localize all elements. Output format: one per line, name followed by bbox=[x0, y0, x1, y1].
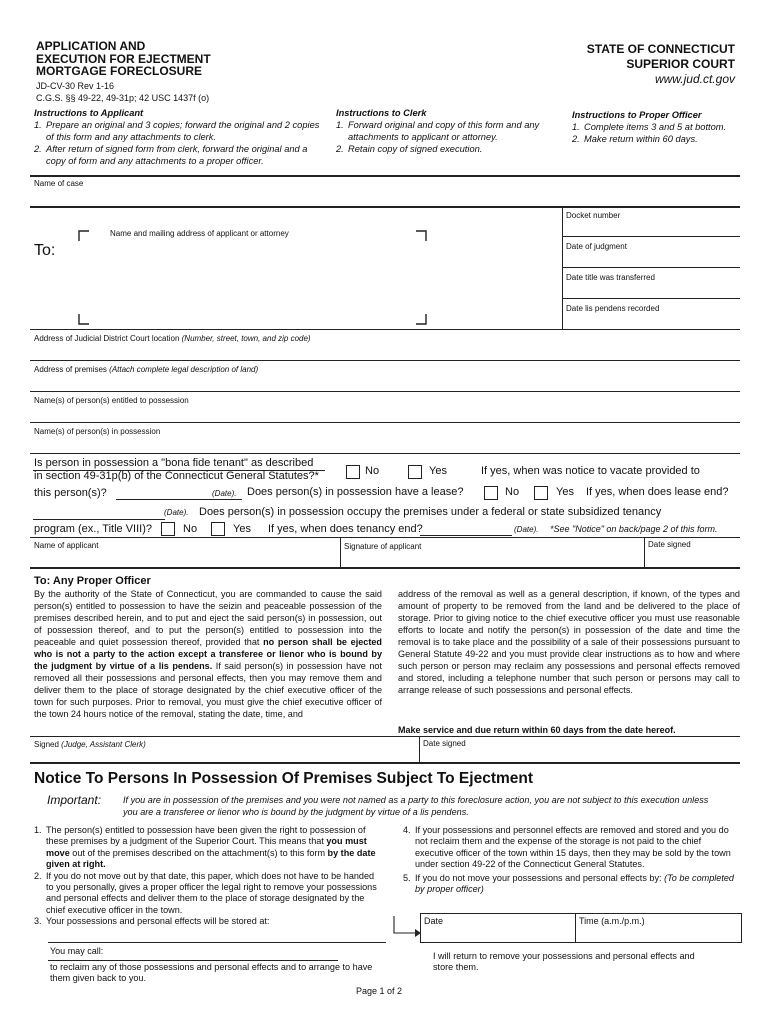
underline bbox=[33, 470, 325, 471]
tenancy-end-date-field[interactable] bbox=[420, 535, 512, 536]
court-name: SUPERIOR COURT bbox=[626, 57, 735, 71]
form-title-line: APPLICATION AND bbox=[36, 39, 146, 53]
bona-fide-yes-checkbox[interactable] bbox=[408, 465, 422, 479]
important-text: If you are in possession of the premises and you were not named as a party to this foreclosure action, you are not subject to this execution unless you are a transferee or lienor who is bound by the judgment by virtue of a lis pendens. bbox=[123, 795, 709, 817]
officer-command-text: By the authority of the State of Connecticut, you are commanded to cause the said person(s) entitled to possession to have the seizin and peaceable possession of the premises described herein, and to put and eject the said person(s) in possession, out of possession thereof, and to put the person(s) entitled to possession into the peaceable and quiet possession thereof, provided that no person shall be ejected who is not a party to the action except a transferee or lienor who is bound by the judgment by virtue of a lis pendens. If said person(s) in possession have not removed all their possessions and personal effects, then you may remove them and deliver them to the place of storage designated by the chief executive officer of the town for such purposes. Prior to removal, you must give the chief executive officer of the town 24 hours notice of the removal, stating the date, time, and bbox=[34, 589, 382, 720]
applicant-address-label: Name and mailing address of applicant or attorney bbox=[110, 229, 289, 238]
to-label: To: bbox=[34, 242, 56, 259]
list-item: 5. If you do not move your possessions and personal effects by: (To be completed by proper officer) bbox=[403, 872, 734, 895]
instructions-clerk bbox=[336, 107, 550, 155]
form-title-line: MORTGAGE FORECLOSURE bbox=[36, 64, 203, 78]
officer-date-signed-field[interactable] bbox=[421, 738, 740, 761]
instructions-officer-heading: Instructions to Proper Officer bbox=[572, 110, 702, 120]
instructions-applicant-heading: Instructions to Applicant bbox=[34, 108, 144, 118]
divider bbox=[30, 422, 740, 423]
website: www.jud.ct.gov bbox=[654, 72, 735, 86]
return-text: I will return to remove your possessions and personal effects and store them. bbox=[433, 951, 695, 973]
divider bbox=[30, 360, 740, 361]
lease-no-label: No bbox=[505, 486, 520, 498]
list-item: 2. If you do not move out by that date, this paper, which does not have to be handed to you personally, gives a proper officer the legal right to remove your possessions and personal effects and deliver them to the place of storage designated by the chief executive officer in the town. bbox=[34, 870, 377, 915]
notice-left-list bbox=[34, 825, 384, 928]
bona-fide-question: Is person in possession a "bona fide tenant" as described in section 49-31p(b) of the Connecticut General Statutes?* bbox=[34, 457, 319, 482]
list-item: 1. Forward original and copy of this form and any attachments to applicant or attorney. bbox=[336, 120, 540, 142]
divider bbox=[562, 298, 740, 299]
notice-question: If yes, when was notice to vacate provided to bbox=[481, 465, 700, 477]
officer-removal-text: address of the removal as well as a general description, if known, of the types and amount of property to be removed from the land and be delivered to the place of storage. Prior to giving notice to the chief executive officer you must use reasonable efforts to locate and notify the person(s) in possession of the date and time the removal is to take place and the possibility of a sale of their possessions pursuant to General Statute 49-22 and you must provide clear instructions as to how and where such person or person may reclaim any possessions and personal effects removed and stored, including a telephone number that such person or persons may call to arrange release of such possessions and personal effects. bbox=[398, 589, 740, 696]
judge-signature-field[interactable] bbox=[30, 738, 418, 761]
date-lis-pendens-field[interactable] bbox=[563, 300, 740, 328]
lease-end-date-field[interactable] bbox=[33, 519, 165, 520]
docket-number-label: Docket number bbox=[566, 211, 621, 220]
name-of-case-field[interactable] bbox=[30, 178, 740, 206]
date-hint: (Date). bbox=[164, 508, 189, 517]
date-title-transferred-field[interactable] bbox=[563, 269, 740, 297]
notice-right-list bbox=[403, 825, 740, 895]
divider bbox=[340, 537, 341, 567]
instructions-officer bbox=[572, 109, 752, 145]
reclaim-text: to reclaim any of those possessions and personal effects and to arrange to have them given back to you. bbox=[50, 962, 373, 984]
list-item: 1. Complete items 3 and 5 at bottom. bbox=[572, 122, 727, 132]
divider bbox=[30, 762, 740, 764]
important-label: Important: bbox=[47, 793, 102, 807]
date-hint: (Date). bbox=[212, 489, 237, 498]
list-item: 1. Prepare an original and 3 copies; forward the original and 2 copies of this form and any attachments to clerk. bbox=[34, 120, 320, 142]
in-possession-label: Name(s) of person(s) in possession bbox=[34, 427, 161, 436]
list-item: 2. Make return within 60 days. bbox=[572, 134, 698, 144]
corner-mark bbox=[415, 230, 427, 242]
list-item: 1. The person(s) entitled to possession have been given the right to possession of these premises by a judgment of the Superior Court. This means that you must move out of the premises described on the attachment(s) to this form by the date given at right. bbox=[34, 825, 376, 870]
corner-mark bbox=[78, 230, 90, 242]
entitled-to-possession-label: Name(s) of person(s) entitled to possession bbox=[34, 396, 189, 405]
instructions-clerk-heading: Instructions to Clerk bbox=[336, 108, 427, 118]
move-time-field[interactable] bbox=[577, 914, 739, 941]
page-number: Page 1 of 2 bbox=[356, 986, 403, 996]
instructions-applicant bbox=[34, 107, 324, 167]
name-of-case-label: Name of case bbox=[34, 179, 84, 188]
list-item: 3. Your possessions and personal effects will be stored at: bbox=[34, 916, 270, 927]
bona-fide-no-label: No bbox=[365, 465, 380, 477]
divider bbox=[575, 913, 576, 943]
signature-of-applicant-label: Signature of applicant bbox=[344, 542, 422, 551]
lease-yes-label: Yes bbox=[556, 486, 574, 498]
notice-date-field[interactable] bbox=[116, 499, 242, 500]
address-premises-label: Address of premises (Attach complete legal description of land) bbox=[34, 365, 259, 374]
underline bbox=[48, 960, 338, 961]
list-item: 2. Retain copy of signed execution. bbox=[336, 144, 483, 154]
docket-number-field[interactable] bbox=[563, 208, 740, 236]
notice-title: Notice To Persons In Possession Of Premises Subject To Ejectment bbox=[34, 770, 534, 787]
tenancy-followup: If yes, when does tenancy end? bbox=[268, 523, 423, 535]
signature-of-applicant-field[interactable] bbox=[342, 539, 642, 566]
move-time-label: Time (a.m./p.m.) bbox=[579, 916, 645, 926]
date-signed-label: Date signed bbox=[648, 540, 691, 549]
date-lis-pendens-label: Date lis pendens recorded bbox=[566, 304, 660, 313]
move-date-label: Date bbox=[424, 916, 444, 926]
signed-label: Signed (Judge, Assistant Clerk) bbox=[34, 740, 146, 749]
date-signed-field[interactable] bbox=[646, 539, 740, 566]
date-hint: (Date). bbox=[514, 525, 539, 534]
divider bbox=[30, 453, 740, 454]
corner-mark bbox=[78, 313, 90, 325]
divider bbox=[30, 175, 740, 177]
date-title-transferred-label: Date title was transferred bbox=[566, 273, 655, 282]
date-of-judgment-field[interactable] bbox=[563, 238, 740, 266]
state-name: STATE OF CONNECTICUT bbox=[586, 42, 735, 56]
corner-mark bbox=[415, 313, 427, 325]
address-court-field[interactable] bbox=[30, 331, 740, 359]
divider bbox=[562, 236, 740, 237]
officer-heading: To: Any Proper Officer bbox=[34, 575, 151, 587]
divider bbox=[30, 329, 740, 330]
divider bbox=[562, 267, 740, 268]
storage-location-field[interactable] bbox=[48, 918, 384, 940]
divider bbox=[419, 736, 420, 762]
lease-no-checkbox[interactable] bbox=[484, 486, 498, 500]
address-premises-field[interactable] bbox=[30, 362, 740, 390]
federal-question-cont: program (ex., Title VIII)? bbox=[34, 523, 152, 535]
move-date-field[interactable] bbox=[421, 914, 574, 941]
address-court-label: Address of Judicial District Court location (Number, street, town, and zip code) bbox=[34, 334, 311, 343]
arrow-right-icon bbox=[393, 915, 421, 945]
federal-no-label: No bbox=[183, 523, 198, 535]
lease-followup: If yes, when does lease end? bbox=[586, 486, 729, 498]
notice-question-cont: this person(s)? bbox=[34, 487, 107, 499]
bona-fide-no-checkbox[interactable] bbox=[346, 465, 360, 479]
federal-yes-label: Yes bbox=[233, 523, 251, 535]
applicant-address-field[interactable] bbox=[92, 240, 410, 315]
in-possession-field[interactable] bbox=[30, 424, 740, 452]
federal-yes-checkbox[interactable] bbox=[211, 522, 225, 536]
underline bbox=[48, 942, 386, 943]
divider bbox=[30, 537, 740, 538]
list-item: 2. After return of signed form from clerk, forward the original and a copy of form and any attachments to a proper officer. bbox=[34, 144, 308, 166]
see-notice-note: *See "Notice" on back/page 2 of this form. bbox=[550, 524, 718, 534]
divider bbox=[30, 391, 740, 392]
you-may-call-label: You may call: bbox=[50, 946, 104, 956]
lease-yes-checkbox[interactable] bbox=[534, 486, 548, 500]
name-of-applicant-field[interactable] bbox=[30, 539, 338, 566]
divider bbox=[644, 537, 645, 567]
officer-date-signed-label: Date signed bbox=[423, 739, 466, 748]
phone-number-field[interactable] bbox=[112, 946, 334, 960]
list-item: 4. If your possessions and personnel effects are removed and stored and you do not reclaim them and the expense of the storage is not paid to the chief executive officer of the town within 15 days, then they may be sold by the town under section 49-22 of the Connecticut General Statutes. bbox=[403, 825, 731, 870]
federal-question: Does person(s) in possession occupy the premises under a federal or state subsidized tenancy bbox=[199, 506, 662, 518]
name-of-applicant-label: Name of applicant bbox=[34, 541, 99, 550]
divider bbox=[30, 736, 740, 737]
form-number: JD-CV-30 Rev 1-16 bbox=[36, 81, 115, 91]
entitled-to-possession-field[interactable] bbox=[30, 393, 740, 421]
statutes: C.G.S. §§ 49-22, 49-31p; 42 USC 1437f (o) bbox=[36, 93, 210, 103]
date-of-judgment-label: Date of judgment bbox=[566, 242, 627, 251]
form-title-line: EXECUTION FOR EJECTMENT bbox=[36, 51, 211, 66]
bona-fide-yes-label: Yes bbox=[429, 465, 447, 477]
federal-no-checkbox[interactable] bbox=[161, 522, 175, 536]
service-note: Make service and due return within 60 days from the date hereof. bbox=[398, 725, 676, 735]
lease-question: Does person(s) in possession have a lease? bbox=[247, 486, 464, 498]
divider bbox=[30, 567, 740, 569]
form-title bbox=[36, 40, 211, 78]
